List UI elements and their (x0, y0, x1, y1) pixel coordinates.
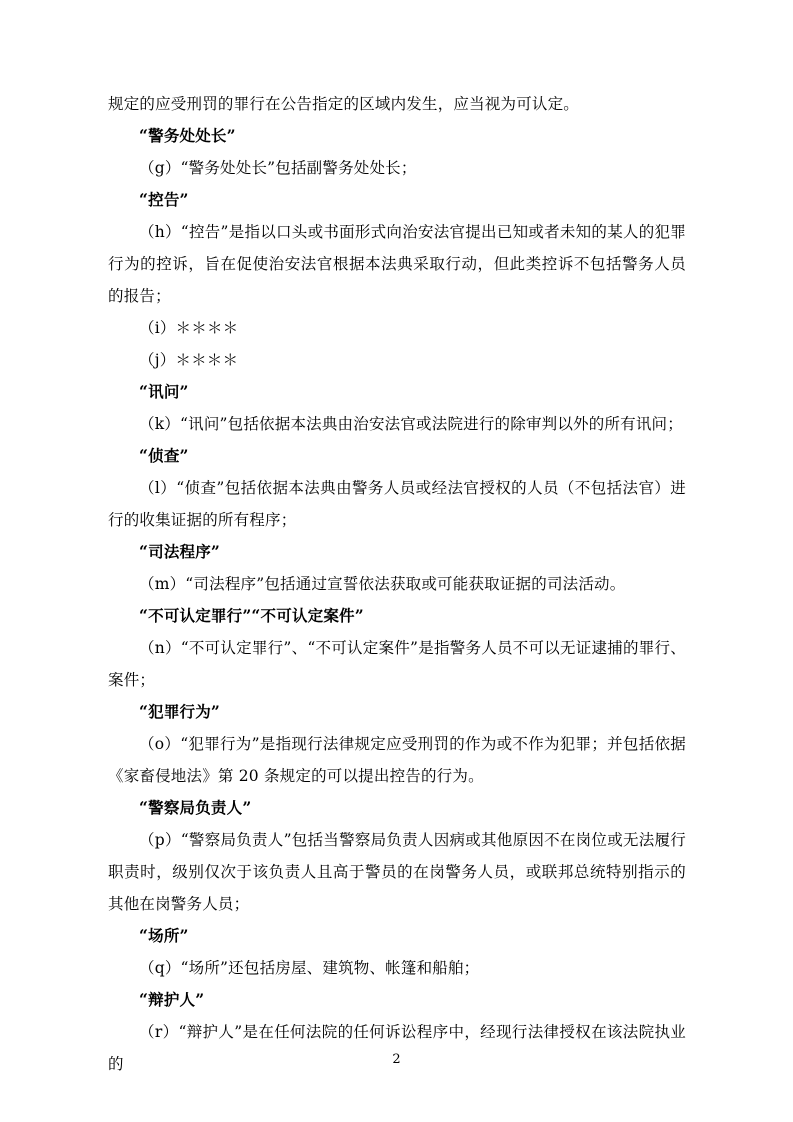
term-heading: “辩护人” (139, 990, 205, 1009)
term-heading: “侦查” (139, 446, 189, 465)
page-content (108, 88, 686, 1080)
paragraph: （l）“侦查”包括依据本法典由警务人员或经法官授权的人员（不包括法官）进行的收集证据的所有程序； (108, 479, 686, 529)
paragraph: （m）“司法程序”包括通过宣誓依法获取或可能获取证据的司法活动。 (139, 575, 626, 593)
term-heading: “犯罪行为” (139, 702, 221, 721)
paragraph: （q）“场所”还包括房屋、建筑物、帐篷和船舶； (139, 959, 480, 977)
term-heading: “讯问” (139, 382, 189, 401)
term-heading: “司法程序” (139, 542, 221, 561)
page-number: 2 (392, 1052, 401, 1067)
term-heading: “警察局负责人” (139, 798, 252, 817)
paragraph: （i）＊＊＊＊ (139, 319, 239, 337)
paragraph: 规定的应受刑罚的罪行在公告指定的区域内发生，应当视为可认定。 (108, 95, 580, 113)
paragraph: （k）“讯问”包括依据本法典由治安法官或法院进行的除审判以外的所有讯问； (139, 415, 683, 433)
term-heading: “场所” (139, 926, 189, 945)
term-heading: “不可认定罪行”“不可认定案件” (139, 606, 364, 625)
paragraph: （h）“控告”是指以口头或书面形式向治安法官提出已知或者未知的某人的犯罪行为的控诉，旨在促使治安法官根据本法典采取行动，但此类控诉不包括警务人员的报告； (108, 223, 686, 305)
paragraph: （g）“警务处处长”包括副警务处处长； (139, 159, 417, 177)
paragraph: （n）“不可认定罪行”、“不可认定案件”是指警务人员不可以无证逮捕的罪行、案件； (108, 639, 686, 689)
paragraph: （o）“犯罪行为”是指现行法律规定应受刑罚的作为或不作为犯罪；并包括依据《家畜侵地法》第 20 条规定的可以提出控告的行为。 (108, 735, 686, 785)
term-heading: “警务处处长” (139, 126, 236, 145)
term-heading: “控告” (139, 190, 189, 209)
paragraph: （p）“警察局负责人”包括当警察局负责人因病或其他原因不在岗位或无法履行职责时，级别仅次于该负责人且高于警员的在岗警务人员，或联邦总统特别指示的其他在岗警务人员； (108, 831, 686, 913)
paragraph: （j）＊＊＊＊ (139, 351, 239, 369)
paragraph: （r）“辩护人”是在任何法院的任何诉讼程序中，经现行法律授权在该法院执业的 (108, 1023, 686, 1073)
